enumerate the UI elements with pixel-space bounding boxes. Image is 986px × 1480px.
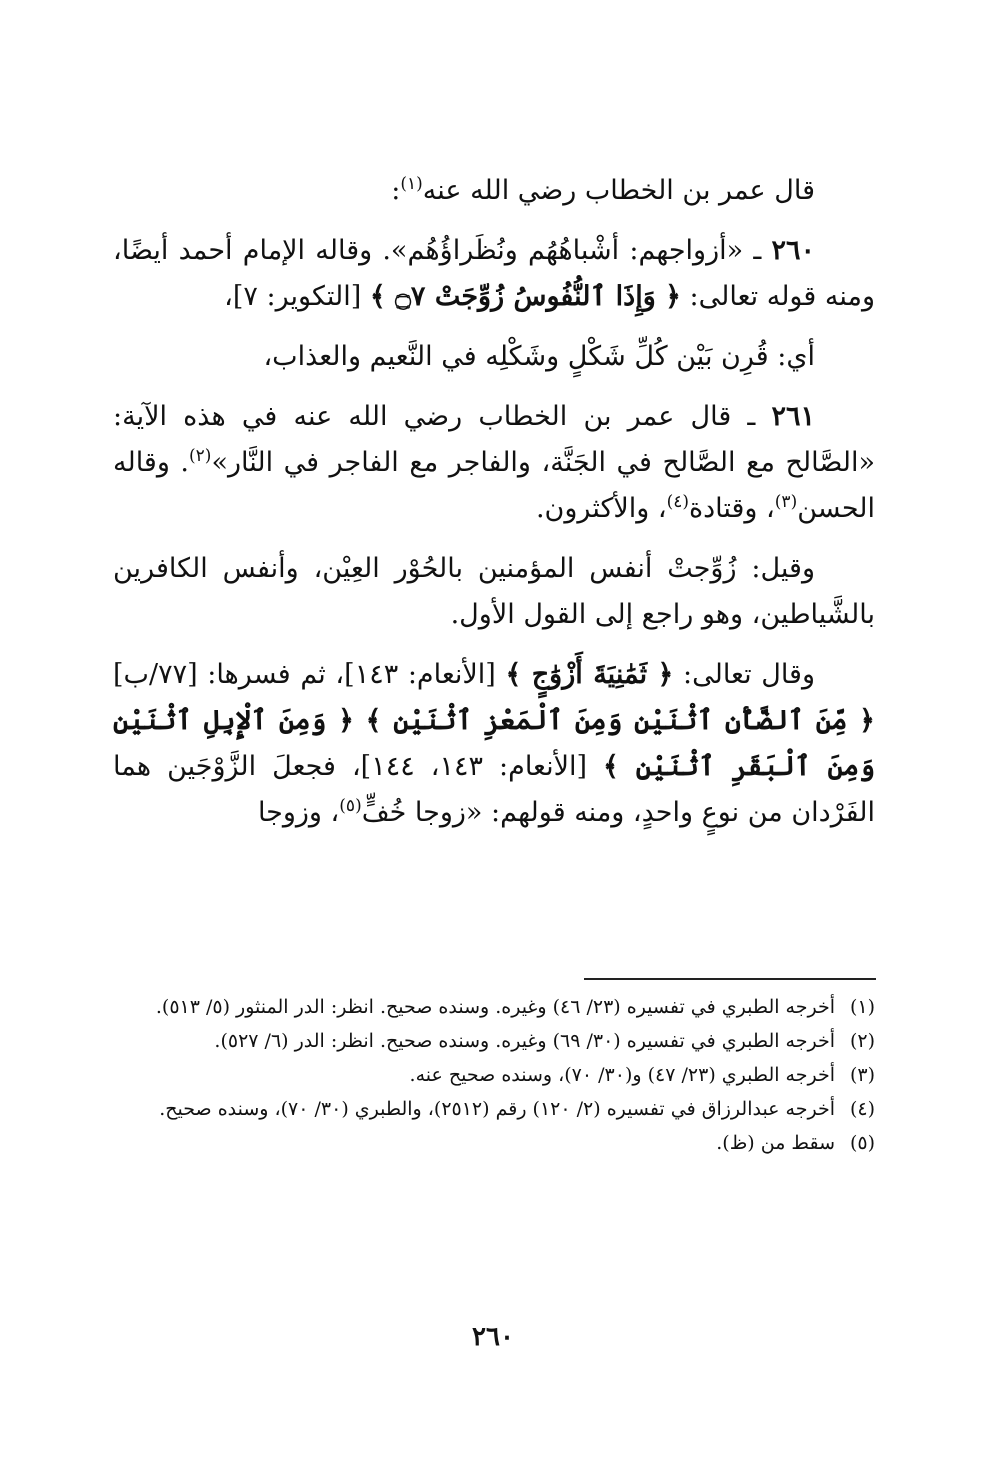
quran-verse-takwir: ﴿ وَإِذَا ٱلنُّفُوسُ زُوِّجَتْ ۝٧ ﴾: [369, 281, 681, 312]
footnote-2: [113, 1026, 875, 1056]
p261-text-d: ، والأكثرون.: [535, 493, 667, 524]
anam-text-b: [الأنعام: ١٤٣]، ثم فسرها: [٧٧/ب]: [113, 659, 506, 690]
footnote-number: (٢): [849, 1030, 875, 1052]
paragraph-261: [113, 394, 875, 532]
anam-text-d: ، وزوجا: [257, 797, 340, 828]
footnote-text: أخرجه الطبري (٢٣/ ٤٧) و(٣٠/ ٧٠)، وسنده صحيح عنه.: [409, 1064, 835, 1086]
footnote-ref-1[interactable]: (١): [400, 174, 423, 194]
footnote-number: (٣): [849, 1064, 875, 1086]
anam-text-c: [الأنعام: ١٤٣، ١٤٤]، فجعلَ الزَّوْجَين هما الفَرْدان من نوعٍ واحدٍ، ومنه قولهم: «زوجا خُفٍّ: [113, 751, 875, 828]
footnote-text: أخرجه الطبري في تفسيره (٢٣/ ٤٦) وغيره. وسنده صحيح. انظر: الدر المنثور (٥/ ٥١٣).: [155, 996, 835, 1018]
quran-verse-anam-b: ﴿ مِّنَ ٱلضَّأْنِ ٱثْنَيْنِ وَمِنَ ٱلْمَعْزِ ٱثْنَيْنِ ﴾ ﴿ وَمِنَ ٱلْإِبِلِ ٱثْنَيْنِ وَمِنَ ٱلْبَقَرِ ٱثْنَيْنِ ﴾: [113, 705, 876, 782]
footnote-number: (٥): [849, 1132, 875, 1154]
alternative-view-text: وقيل: زُوِّجتْ أنفس المؤمنين بالحُوْر العِيْن، وأنفس الكافرين بالشَّياطين، وهو راجع إلى القول الأول.: [113, 553, 875, 630]
footnote-ref-4[interactable]: (٤): [666, 492, 689, 512]
anam-text-a: وقال تعالى:: [673, 659, 815, 690]
explanation-text: أي: قُرِن بَيْن كُلِّ شَكْلٍ وشَكْلِه في النَّعيم والعذاب،: [263, 341, 815, 372]
footnote-number: (١): [849, 996, 875, 1018]
entry-number-261: ٢٦١: [771, 401, 815, 432]
quran-verse-anam-a: ﴿ ثَمَٰنِيَةَ أَزْوَٰجٍ ﴾: [505, 659, 674, 690]
paragraph-explanation: [113, 334, 875, 380]
footnote-ref-5[interactable]: (٥): [339, 796, 362, 816]
footnote-1: [113, 992, 875, 1022]
paragraph-anam: [113, 652, 875, 836]
p261-text-b: . وقاله الحسن: [113, 447, 875, 524]
footnote-ref-3[interactable]: (٣): [774, 492, 798, 512]
page-number: ٢٦٠: [472, 1322, 514, 1352]
p261-text-c: ، وقتادة: [688, 493, 775, 524]
footnotes-section: [113, 992, 875, 1162]
paragraph-alternative-view: [113, 546, 875, 638]
footnote-ref-2[interactable]: (٢): [189, 446, 212, 466]
footnote-text: أخرجه الطبري في تفسيره (٣٠/ ٦٩) وغيره. وسنده صحيح. انظر: الدر (٦/ ٥٢٧).: [214, 1030, 835, 1052]
footnote-text: سقط من (ظ).: [716, 1132, 835, 1154]
paragraph-intro: [113, 168, 875, 214]
p260-text-b: [التكوير: ٧]،: [224, 281, 370, 312]
main-text: [113, 168, 875, 850]
intro-text: قال عمر بن الخطاب رضي الله عنه: [422, 175, 815, 206]
entry-number-260: ٢٦٠: [771, 235, 815, 266]
footnote-number: (٤): [849, 1098, 875, 1120]
p261-text-a: ـ قال عمر بن الخطاب رضي الله عنه في هذه الآية: «الصَّالح مع الصَّالح في الجَنَّة، والفاجر مع الفاجر في النَّار»: [113, 401, 876, 478]
footnote-5: [113, 1128, 875, 1158]
p260-text-a: ـ «أزواجهم: أشْباهُهُم ونُظَراؤُهُم». وقاله الإمام أحمد أيضًا، ومنه قوله تعالى:: [113, 235, 875, 312]
footnote-3: [113, 1060, 875, 1090]
footnote-divider: [584, 978, 876, 980]
footnote-text: أخرجه عبدالرزاق في تفسيره (٢/ ١٢٠) رقم (٢٥١٢)، والطبري (٣٠/ ٧٠)، وسنده صحيح.: [159, 1098, 835, 1120]
footnote-4: [113, 1094, 875, 1124]
paragraph-260: [113, 228, 875, 320]
intro-tail: :: [391, 175, 401, 206]
